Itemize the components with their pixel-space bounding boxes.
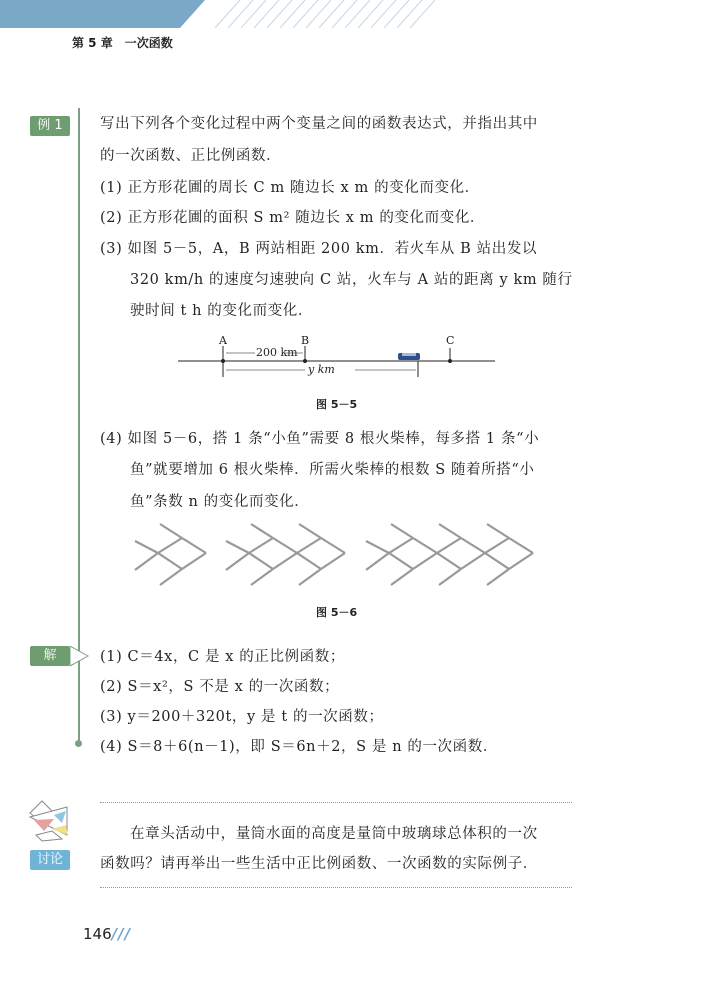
item-2: (2) 正方形花圃的面积 S m² 随边长 x m 的变化而变化． (100, 210, 486, 226)
matchstick (461, 538, 485, 553)
matchstick (437, 553, 461, 569)
discussion-line: 函数吗？请再举出一些生活中正比例函数、一次函数的实际例子． (100, 856, 538, 872)
solution-line: (4) S＝8＋6(n－1)，即 S＝6n＋2，S 是 n 的一次函数． (100, 739, 498, 755)
divider (100, 802, 572, 803)
example-tag: 例 1 (30, 116, 70, 136)
solution-tag: 解 (30, 646, 70, 666)
figure-5-6 (0, 510, 702, 600)
solution-arrow-icon (70, 645, 90, 667)
figure-5-6-caption: 图 5－6 (316, 606, 358, 619)
distance-y-label: y km (308, 363, 335, 376)
station-b-label: B (301, 334, 310, 347)
matchstick (413, 553, 437, 569)
station-a-label: A (219, 334, 227, 347)
rule-end-dot (75, 740, 82, 747)
matchstick (158, 553, 182, 569)
matchstick (160, 524, 182, 538)
matchstick (437, 538, 461, 553)
distance-ab-label: 200 km (256, 346, 298, 359)
figure-5-5-caption: 图 5－5 (316, 398, 358, 411)
matchstick (135, 541, 158, 553)
matchstick (182, 538, 206, 553)
matchstick (461, 553, 485, 569)
matchstick (297, 538, 321, 553)
page-slashes: /// (111, 925, 132, 943)
header-band (0, 0, 702, 28)
matchstick (366, 553, 389, 570)
item-3: 驶时间 t h 的变化而变化． (130, 303, 313, 319)
matchstick (251, 569, 273, 585)
item-3: (3) 如图 5－5，A，B 两站相距 200 km．若火车从 B 站出发以 (100, 241, 538, 257)
matchstick (321, 553, 345, 569)
matchstick (391, 569, 413, 585)
item-4: (4) 如图 5－6，搭 1 条“小鱼”需要 8 根火柴棒，每多搭 1 条“小 (100, 431, 540, 447)
chapter-title: 第 5 章 一次函数 (72, 36, 173, 50)
matchstick (158, 538, 182, 553)
solution-line: (2) S＝x²，S 不是 x 的一次函数； (100, 679, 340, 695)
matchstick (509, 553, 533, 569)
solution-line: (3) y＝200＋320t，y 是 t 的一次函数； (100, 709, 384, 725)
matchstick (160, 569, 182, 585)
matchstick (389, 538, 413, 553)
matchstick (249, 553, 273, 569)
matchstick (487, 524, 509, 538)
matchstick (439, 569, 461, 585)
matchstick (273, 538, 297, 553)
matchstick (391, 524, 413, 538)
matchstick (509, 538, 533, 553)
item-1: (1) 正方形花圃的周长 C m 随边长 x m 的变化而变化． (100, 180, 480, 196)
item-4: 鱼”就要增加 6 根火柴棒．所需火柴棒的根数 S 随着所搭“小 (130, 462, 535, 478)
item-3: 320 km/h 的速度匀速驶向 C 站，火车与 A 站的距离 y km 随行 (130, 272, 573, 288)
matchstick (439, 524, 461, 538)
station-c-label: C (446, 334, 455, 347)
discussion-illustration-icon (22, 795, 82, 845)
matchstick (321, 538, 345, 553)
matchstick (487, 569, 509, 585)
divider (100, 887, 572, 888)
item-4: 鱼”条数 n 的变化而变化． (130, 494, 310, 510)
intro-line: 的一次函数、正比例函数． (100, 148, 282, 164)
page-number-text: 146 (83, 925, 112, 943)
matchstick (251, 524, 273, 538)
intro-line: 写出下列各个变化过程中两个变量之间的函数表达式，并指出其中 (100, 116, 538, 132)
page-number (83, 925, 131, 943)
matchstick (226, 541, 249, 553)
matchstick (297, 553, 321, 569)
solution-line: (1) C＝4x，C 是 x 的正比例函数； (100, 649, 345, 665)
matchstick (366, 541, 389, 553)
matchstick (299, 524, 321, 538)
matchstick (249, 538, 273, 553)
matchstick (485, 538, 509, 553)
matchstick (413, 538, 437, 553)
matchstick (485, 553, 509, 569)
matchstick (182, 553, 206, 569)
matchstick (299, 569, 321, 585)
matchstick (273, 553, 297, 569)
matchstick (226, 553, 249, 570)
matchstick (389, 553, 413, 569)
discussion-line: 在章头活动中，量筒水面的高度是量筒中玻璃球总体积的一次 (130, 826, 538, 842)
discussion-tag: 讨论 (30, 850, 70, 870)
matchstick (135, 553, 158, 570)
